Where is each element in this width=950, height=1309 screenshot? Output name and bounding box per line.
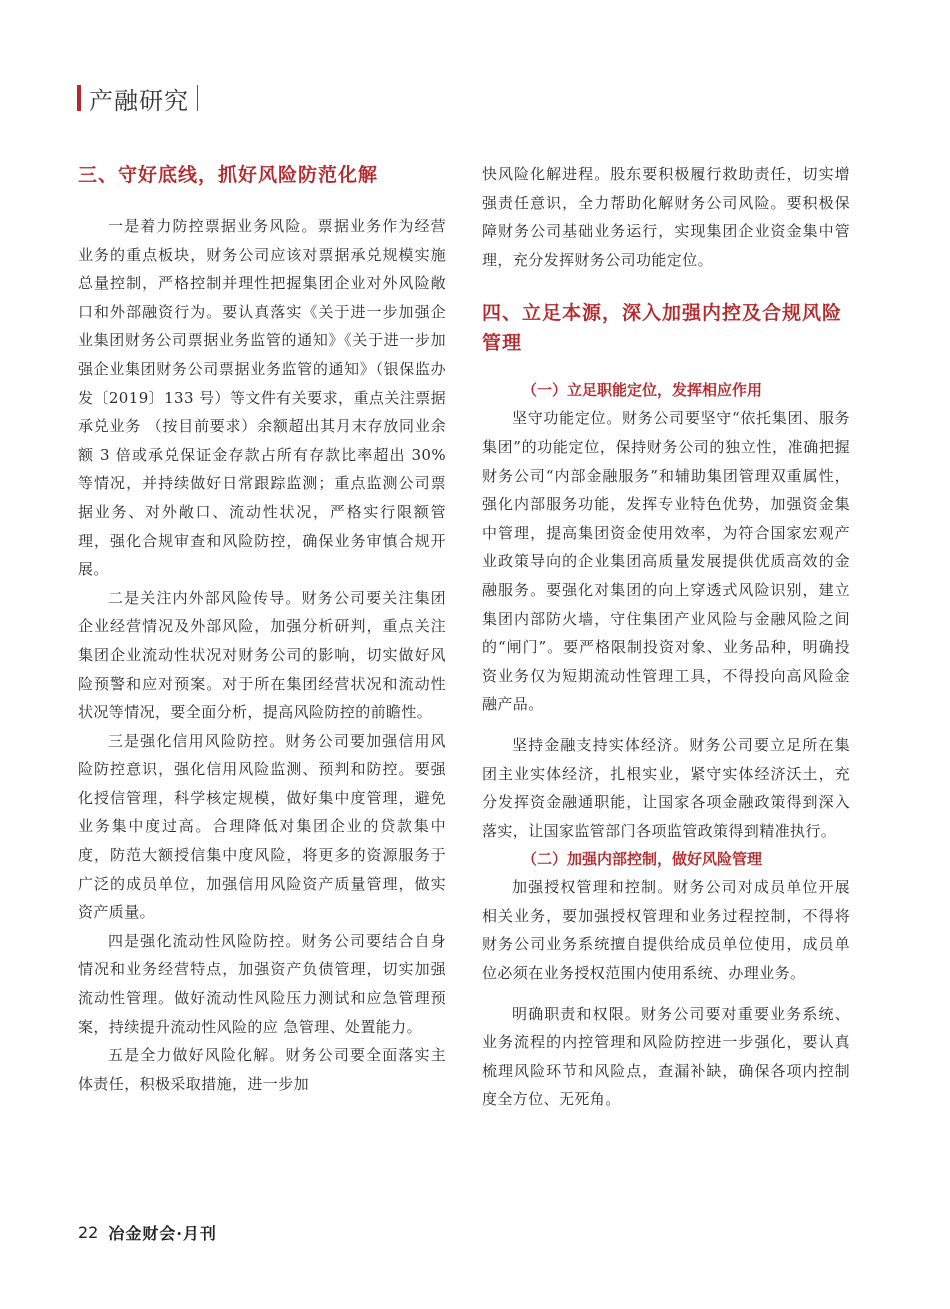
section-heading-3: 三、守好底线，抓好风险防范化解 — [78, 164, 379, 186]
right-column — [482, 160, 850, 1114]
paragraph: 五是全力做好风险化解。财务公司要全面落实主体责任，积极采取措施，进一步加 — [78, 1046, 446, 1093]
page-number: 22 — [78, 1222, 99, 1242]
paragraph: 四是强化流动性风险防控。财务公司要结合自身情况和业务经营特点，加强资产负债管理，切实加强流动性管理。做好流动性风险压力测试和应急管理预案，持续提升流动性风险的应 急管理、处置能力。 — [78, 931, 446, 1036]
subheading-2: （二）加强内部控制，做好风险管理 — [522, 850, 763, 869]
publication-name: 冶金财会·月刊 — [108, 1223, 217, 1243]
page-footer — [78, 1218, 217, 1246]
paragraph-continuation: 快风险化解进程。股东要积极履行救助责任，切实增强责任意识，全力帮助化解财务公司风险。要积极保障财务公司基础业务运行，实现集团企业资金集中管理，充分发挥财务公司功能定位。 — [482, 165, 850, 269]
paragraph: 加强授权管理和控制。财务公司对成员单位开展相关业务，要加强授权管理和业务过程控制，不得将财务公司业务系统擅自提供给成员单位使用，成员单位必须在业务授权范围内使用系统、办理业务。 — [482, 878, 850, 983]
section-tag-divider — [197, 85, 198, 111]
section-tag-label: 产融研究 — [89, 86, 189, 115]
paragraph: 坚守功能定位。财务公司要坚守“依托集团、服务集团”的功能定位，保持财务公司的独立性，准确把握财务公司“内部金融服务”和辅助集团管理双重属性，强化内部服务功能，发挥专业特色优势，加强资金集中管理，提高集团资金使用效率，为符合国家宏观产业政策导向的企业集团高质量发展提供优质高效的金融服务。要强化对集团的向上穿透式风险识别，建立集团内部防火墙，守住集团产业风险与金融风险之间的“闸门”。要严格限制投资对象、业务品种，明确投资业务仅为短期流动性管理工具，不得投向高风险金融产品。 — [482, 409, 850, 714]
paragraph: 明确职责和权限。财务公司要对重要业务系统、业务流程的内控管理和风险防控进一步强化，要认真梳理风险环节和风险点，查漏补缺，确保各项内控制度全方位、无死角。 — [482, 1004, 850, 1109]
left-column — [78, 160, 446, 1098]
paragraph: 一是着力防控票据业务风险。票据业务作为经营业务的重点板块，财务公司应该对票据承兑规模实施总量控制，严格控制并理性把握集团企业对外风险敞口和外部融资行为。要认真落实《关于进一步加强企业集团财务公司票据业务监管的通知》《关于进一步加强企业集团财务公司票据业务监管的通知》（银保监办发〔2019〕133 号）等文件有关要求，重点关注票据承兑业务 （按目前要求）余额超出其月末存放同业余额 3 倍或承兑保证金存款占所有存款比率超出 30% 等情况，并持续做好日常跟踪监测；重点监测公司票据业务、对外敞口、流动性状况，严格实行限额管理，强化合规审查和风险防控，确保业务审慎合规开展。 — [78, 217, 446, 579]
section-heading-4: 四、立足本源，深入加强内控及合规风险管理 — [482, 302, 843, 355]
paragraph: 三是强化信用风险防控。财务公司要加强信用风险防控意识，强化信用风险监测、预判和防控。要强化授信管理，科学核定规模，做好集中度管理，避免业务集中度过高。合理降低对集团企业的贷款集中度，防范大额授信集中度风险，将更多的资源服务于广泛的成员单位，加强信用风险资产质量管理，做实资产质量。 — [78, 731, 446, 922]
subheading-1: （一）立足职能定位，发挥相应作用 — [522, 381, 763, 400]
section-tag-bar — [77, 85, 81, 111]
paragraph: 二是关注内外部风险传导。财务公司要关注集团企业经营情况及外部风险，加强分析研判，重点关注集团企业流动性状况对财务公司的影响，切实做好风险预警和应对预案。对于所在集团经营状况和流动性状况等情况，要全面分析，提高风险防控的前瞻性。 — [78, 588, 446, 722]
section-tag — [77, 82, 198, 114]
paragraph: 坚持金融支持实体经济。财务公司要立足所在集团主业实体经济，扎根实业，紧守实体经济沃土，充分发挥资金融通职能，让国家各项金融政策得到深入落实，让国家监管部门各项监管政策得到精准执行。 — [482, 735, 850, 840]
